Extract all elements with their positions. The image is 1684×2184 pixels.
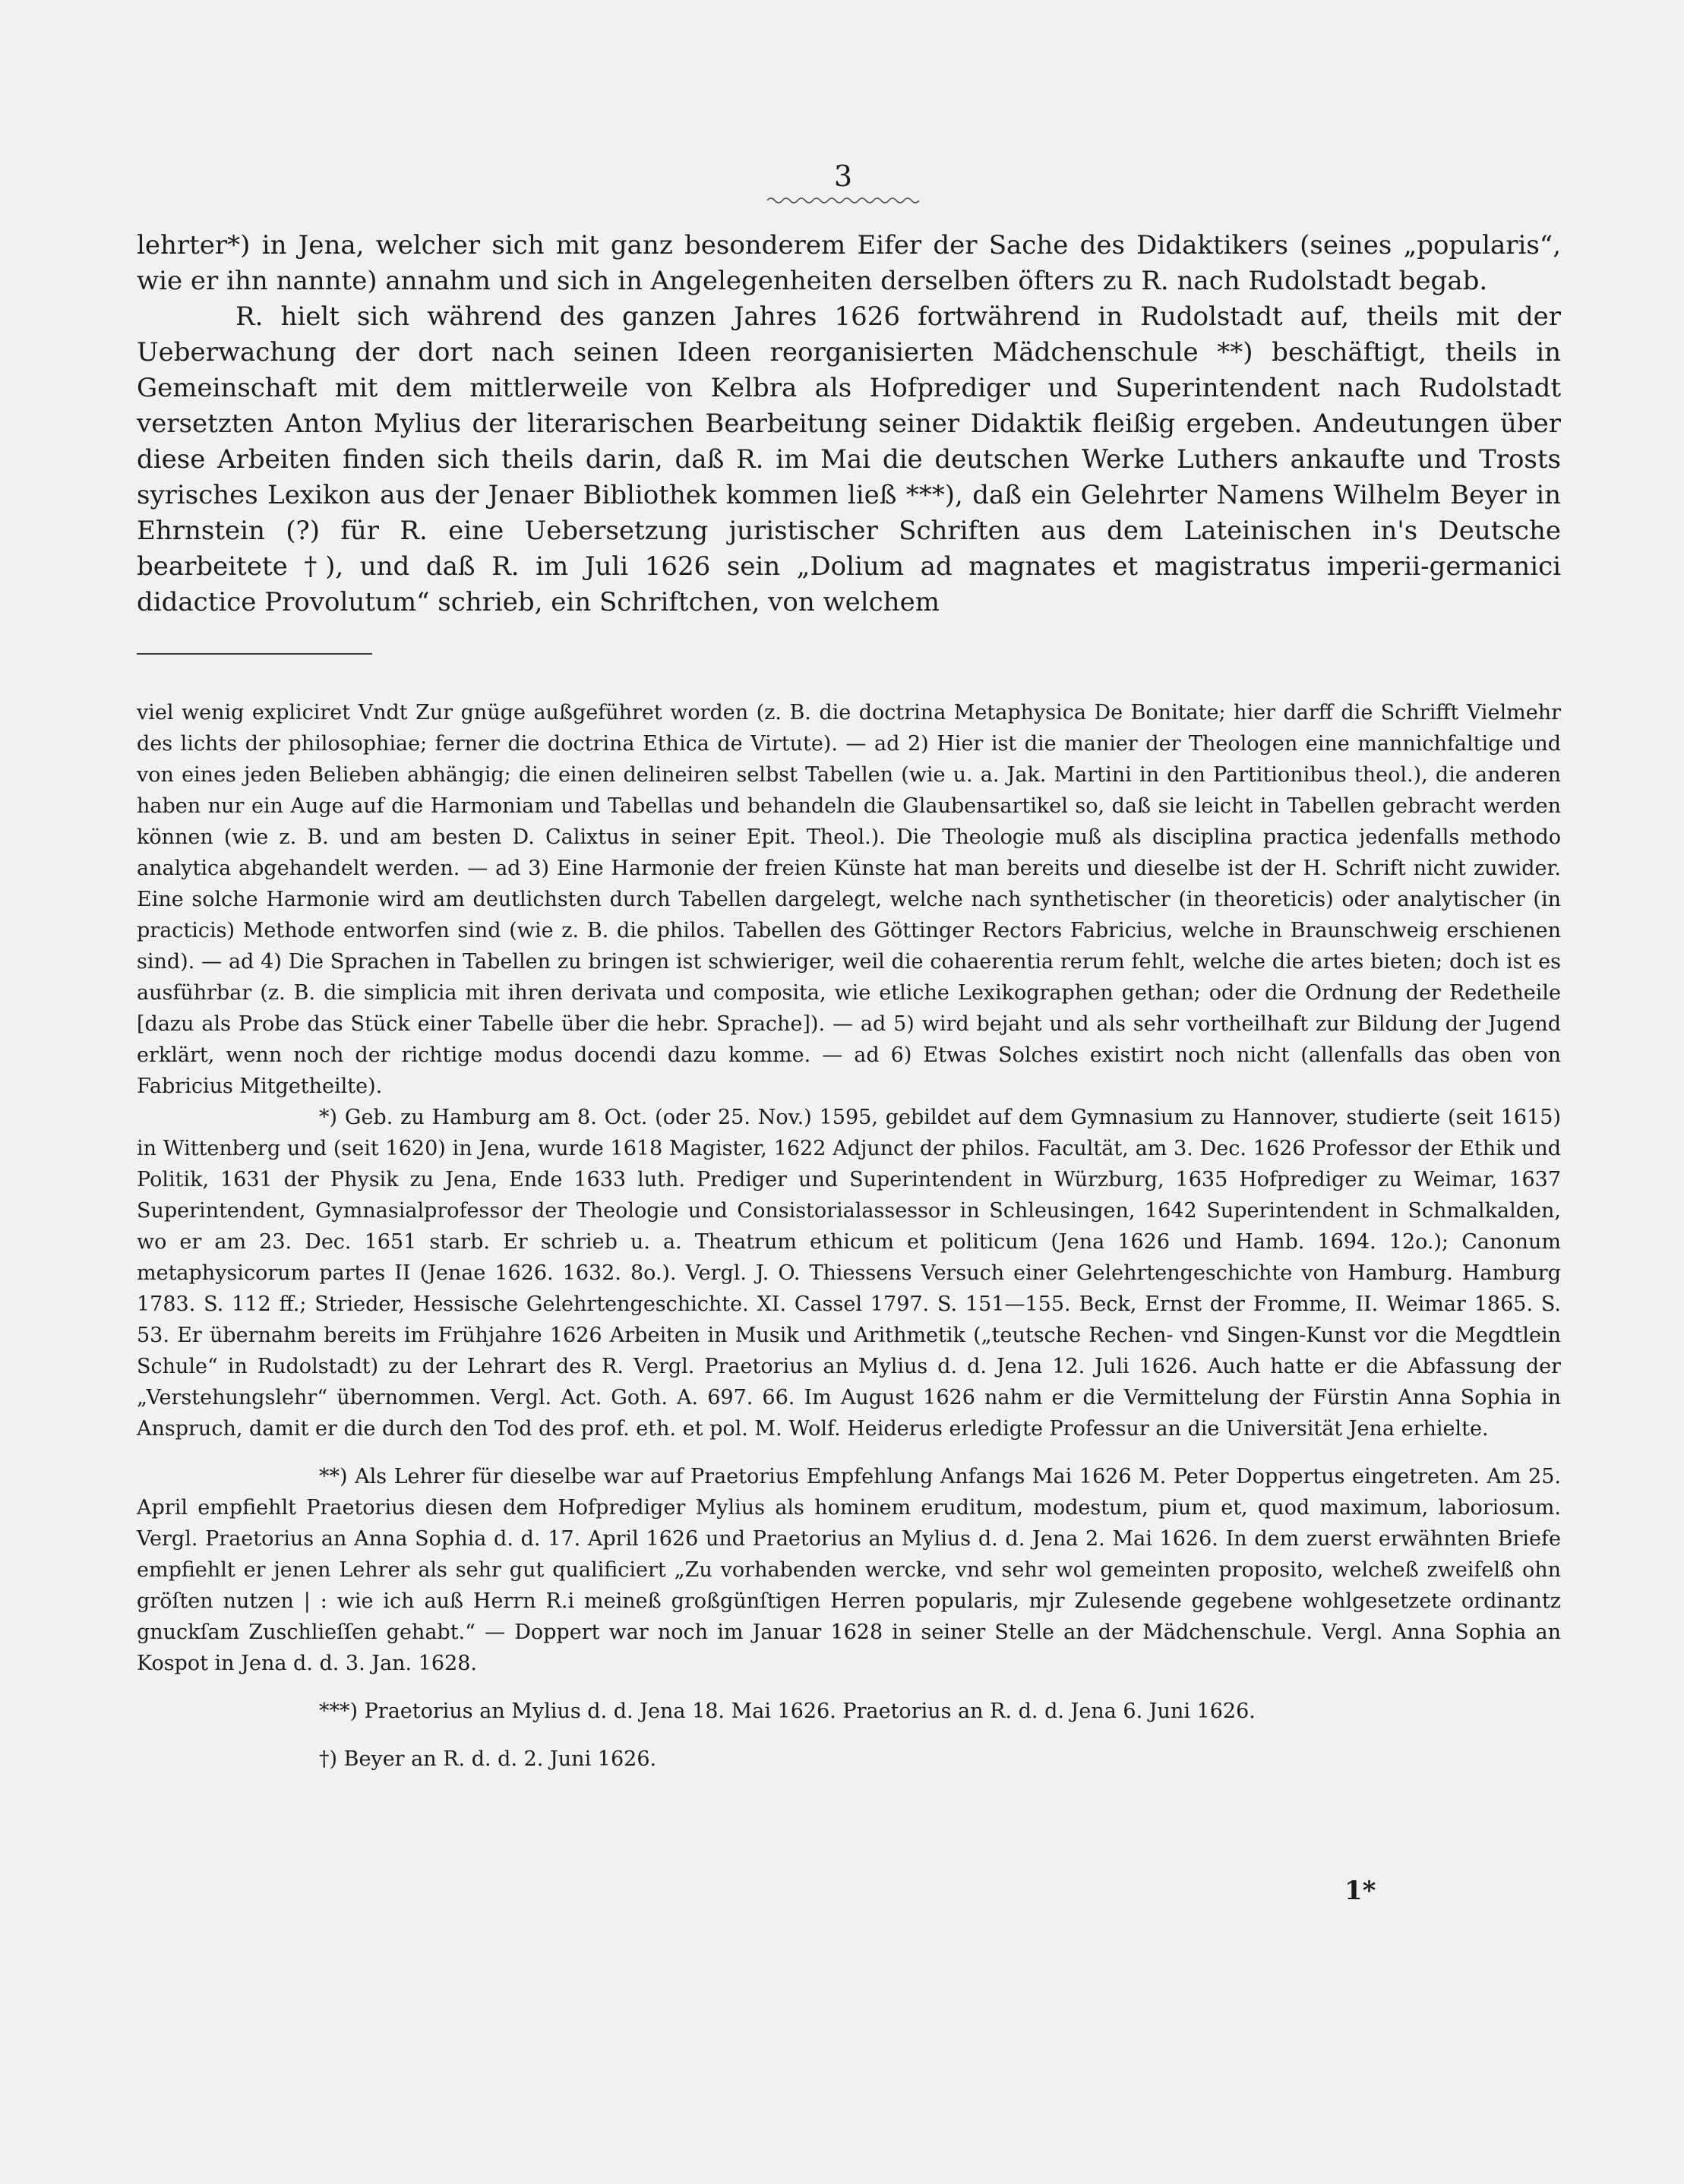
- footnote-continuation: viel wenig expliciret Vndt Zur gnüge außgeführet worden (z. B. die doctrina Metaphysica De Bonitate; hier darff die Schrifft Vielmehr des lichts der philosophiae; ferner die doctrina Ethica de Virtute). — ad 2) Hier ist die manier der Theologen eine mannichfaltige und von eines jeden Belieben abhängig; die einen delineiren selbst Tabellen (wie u. a. Jak. Martini in den Partitionibus theol.), die anderen haben nur ein Auge auf die Harmoniam und Tabellas und behandeln die Glaubensartikel so, daß sie leicht in Tabellen gebracht werden können (wie z. B. und am besten D. Calixtus in seiner Epit. Theol.). Die Theologie muß als disciplina practica jedenfalls methodo analytica abgehandelt werden. — ad 3) Eine Harmonie der freien Künste hat man bereits und dieselbe ist der H. Schrift nicht zuwider. Eine solche Harmonie wird am deutlichsten durch Tabellen dargelegt, welche nach synthetischer (in theoreticis) oder analytischer (in practicis) Methode entworfen sind (wie z. B. die philos. Tabellen des Göttinger Rectors Fabricius, welche in Braunschweig erschienen sind). — ad 4) Die Sprachen in Tabellen zu bringen ist schwieriger, weil die cohaerentia rerum fehlt, welche die artes bieten; doch ist es ausführbar (z. B. die simplicia mit ihren derivata und composita, wie etliche Lexikographen gethan; oder die Ordnung der Redetheile [dazu als Probe das Stück einer Tabelle über die hebr. Sprache]). — ad 5) wird bejaht und als sehr vortheilhaft zur Bildung der Jugend erklärt, wenn noch der richtige modus docendi dazu komme. — ad 6) Etwas Solches existirt noch nicht (allenfalls das oben von Fabricius Mitgetheilte).: [137, 701, 1561, 1098]
- footnotes: [137, 697, 1561, 1775]
- footnote: *) Geb. zu Hamburg am 8. Oct. (oder 25. Nov.) 1595, gebildet auf dem Gymnasium zu Hannover, studierte (seit 1615) in Wittenberg und (seit 1620) in Jena, wurde 1618 Magister, 1622 Adjunct der philos. Facultät, am 3. Dec. 1626 Professor der Ethik und Politik, 1631 der Physik zu Jena, Ende 1633 luth. Prediger und Superintendent in Würzburg, 1635 Hofprediger zu Weimar, 1637 Superintendent, Gymnasialprofessor der Theologie und Consistorialassessor in Schleusingen, 1642 Superintendent in Schmalkalden, wo er am 23. Dec. 1651 starb. Er schrieb u. a. Theatrum ethicum et politicum (Jena 1626 und Hamb. 1694. 12o.); Canonum metaphysicorum partes II (Jenae 1626. 1632. 8o.). Vergl. J. O. Thiessens Versuch einer Gelehrtengeschichte von Hamburg. Hamburg 1783. S. 112 ff.; Strieder, Hessische Gelehrtengeschichte. XI. Cassel 1797. S. 151—155. Beck, Ernst der Fromme, II. Weimar 1865. S. 53. Er übernahm bereits im Frühjahre 1626 Arbeiten in Musik und Arithmetik („teutsche Rechen- vnd Singen-Kunst vor die Megdtlein Schule“ in Rudolstadt) zu der Lehrart des R. Vergl. Praetorius an Mylius d. d. Jena 12. Juli 1626. Auch hatte er die Abfassung der „Verstehungslehr“ übernommen. Vergl. Act. Goth. A. 697. 66. Im August 1626 nahm er die Vermittelung der Fürstin Anna Sophia in Anspruch, damit er die durch den Tod des prof. eth. et pol. M. Wolf. Heiderus erledigte Professur an die Universität Jena erhielte.: [137, 1106, 1561, 1441]
- footnote: †) Beyer an R. d. d. 2. Juni 1626.: [319, 1747, 657, 1771]
- footnote-divider: [137, 653, 372, 655]
- footnote: ***) Praetorius an Mylius d. d. Jena 18. Mai 1626. Praetorius an R. d. d. Jena 6. Juni 1626.: [319, 1700, 1256, 1723]
- main-paragraph: lehrter*) in Jena, welcher sich mit ganz besonderem Eifer der Sache des Didaktikers (seines „popularis“, wie er ihn nannte) annahm und sich in Angelegenheiten derselben öfters zu R. nach Rudolstadt begab.: [137, 230, 1561, 296]
- main-text: [137, 228, 1561, 620]
- page-number: 3: [833, 159, 853, 193]
- page-number-ornament: [767, 196, 919, 205]
- footnote: **) Als Lehrer für dieselbe war auf Praetorius Empfehlung Anfangs Mai 1626 M. Peter Doppertus eingetreten. Am 25. April empfiehlt Praetorius diesen dem Hofprediger Mylius als hominem eruditum, modestum, pium et, quod maximum, laboriosum. Vergl. Praetorius an Anna Sophia d. d. 17. April 1626 und Praetorius an Mylius d. d. Jena 2. Mai 1626. In dem zuerst erwähnten Briefe empfiehlt er jenen Lehrer als sehr gut qualificiert „Zu vorhabenden wercke, vnd sehr wol gemeinten proposito, welcheß zweifelß ohn gröſten nutzen | : wie ich auß Herrn R.i meineß großgünſtigen Herren popularis, mjr Zulesende gegebene wohlgesetzete ordinantz gnuckſam Zuschlieſſen gehabt.“ — Doppert war noch im Januar 1628 in seiner Stelle an der Mädchenschule. Vergl. Anna Sophia an Kospot in Jena d. d. 3. Jan. 1628.: [137, 1465, 1561, 1675]
- main-paragraph: R. hielt sich während des ganzen Jahres 1626 fortwährend in Rudolstadt auf, theils mit der Ueberwachung der dort nach seinen Ideen reorganisierten Mädchenschule **) beschäftigt, theils in Gemeinschaft mit dem mittlerweile von Kelbra als Hofprediger und Superintendent nach Rudolstadt versetzten Anton Mylius der literarischen Bearbeitung seiner Didaktik fleißig ergeben. Andeutungen über diese Arbeiten finden sich theils darin, daß R. im Mai die deutschen Werke Luthers ankaufte und Trosts syrisches Lexikon aus der Jenaer Bibliothek kommen ließ ***), daß ein Gelehrter Namens Wilhelm Beyer in Ehrnstein (?) für R. eine Uebersetzung juristischer Schriften aus dem Lateinischen in's Deutsche bearbeitete †), und daß R. im Juli 1626 sein „Dolium ad magnates et magistratus imperii-germanici didactice Provolutum“ schrieb, ein Schriftchen, von welchem: [137, 301, 1561, 617]
- signature-mark: 1*: [1344, 1876, 1376, 1906]
